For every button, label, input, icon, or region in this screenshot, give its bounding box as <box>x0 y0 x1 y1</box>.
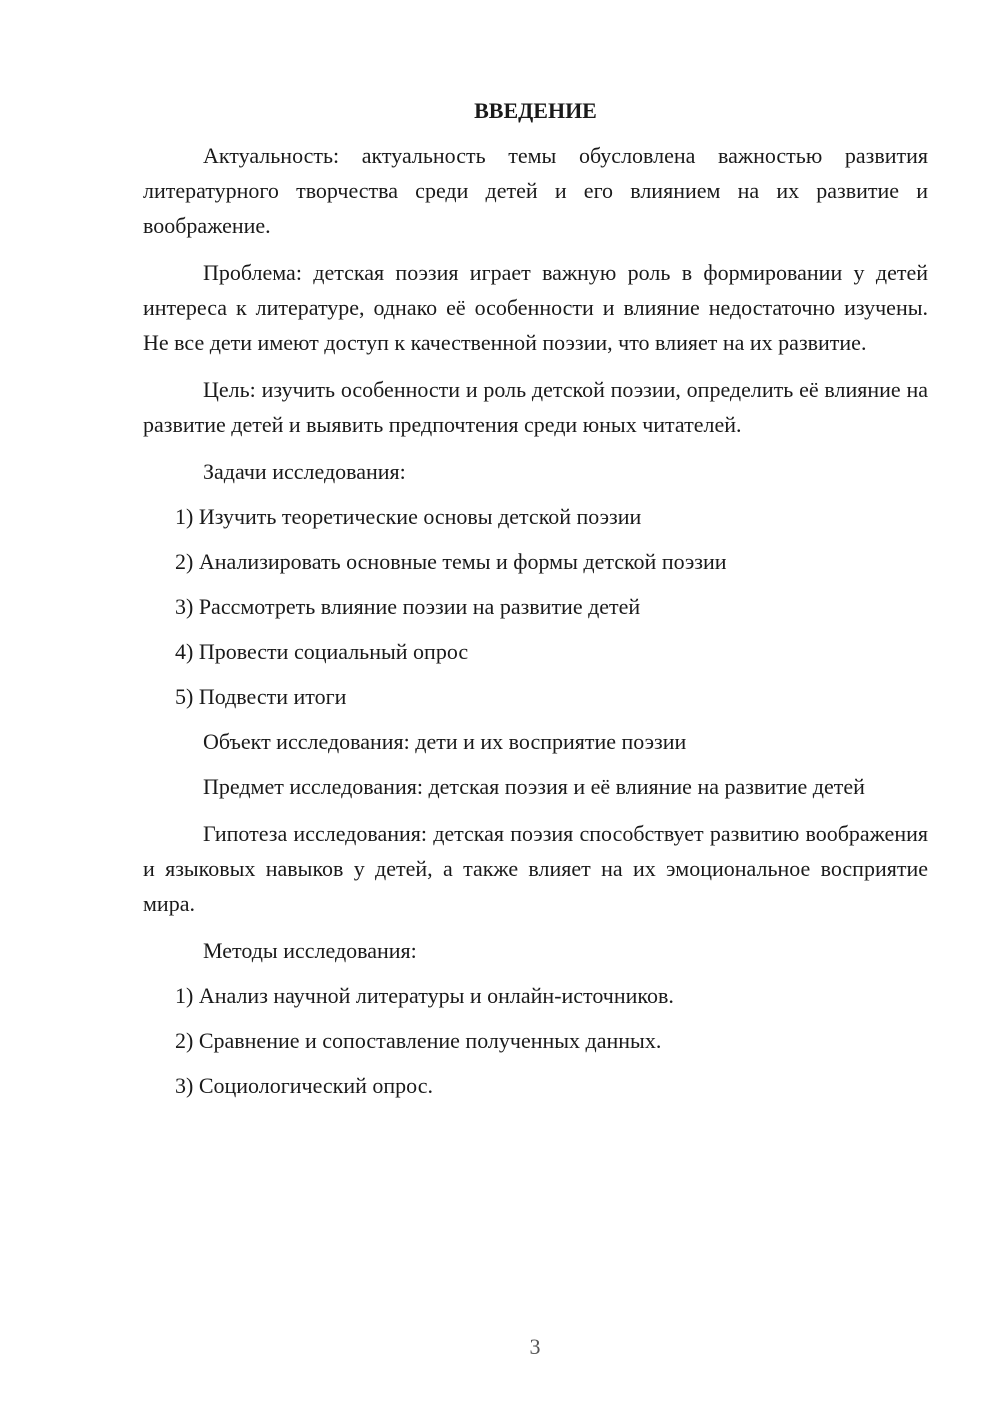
page-number: 3 <box>529 1334 541 1359</box>
page-content <box>143 96 928 1113</box>
method-item: 1) Анализ научной литературы и онлайн-источников. <box>175 983 674 1008</box>
tasks-list <box>143 499 928 714</box>
task-item: 4) Провести социальный опрос <box>175 639 469 664</box>
methods-heading: Методы исследования: <box>203 938 417 963</box>
methods-list <box>143 978 928 1103</box>
hypothesis-paragraph: Гипотеза исследования: детская поэзия способствует развитию воображения и языковых навыков у детей, а также влияет на их эмоциональное восприятие мира. <box>143 821 928 916</box>
problem-paragraph: Проблема: детская поэзия играет важную роль в формировании у детей интереса к литературе, однако её особенности и влияние недостаточно изучены. Не все дети имеют доступ к качественной поэзии, что влияет на их развитие. <box>143 260 928 355</box>
task-item: 5) Подвести итоги <box>175 684 347 709</box>
method-item: 3) Социологический опрос. <box>175 1073 433 1098</box>
method-item: 2) Сравнение и сопоставление полученных данных. <box>175 1028 662 1053</box>
goal-paragraph: Цель: изучить особенности и роль детской поэзии, определить её влияние на развитие детей и выявить предпочтения среди юных читателей. <box>143 377 928 437</box>
subject-paragraph: Предмет исследования: детская поэзия и её влияние на развитие детей <box>203 774 865 799</box>
object-paragraph: Объект исследования: дети и их восприятие поэзии <box>203 729 687 754</box>
task-item: 3) Рассмотреть влияние поэзии на развитие детей <box>175 594 641 619</box>
relevance-paragraph: Актуальность: актуальность темы обусловлена важностью развития литературного творчества среди детей и его влиянием на их развитие и воображение. <box>143 143 928 238</box>
section-title: ВВЕДЕНИЕ <box>474 98 597 123</box>
tasks-heading: Задачи исследования: <box>203 459 406 484</box>
task-item: 1) Изучить теоретические основы детской поэзии <box>175 504 642 529</box>
task-item: 2) Анализировать основные темы и формы детской поэзии <box>175 549 727 574</box>
